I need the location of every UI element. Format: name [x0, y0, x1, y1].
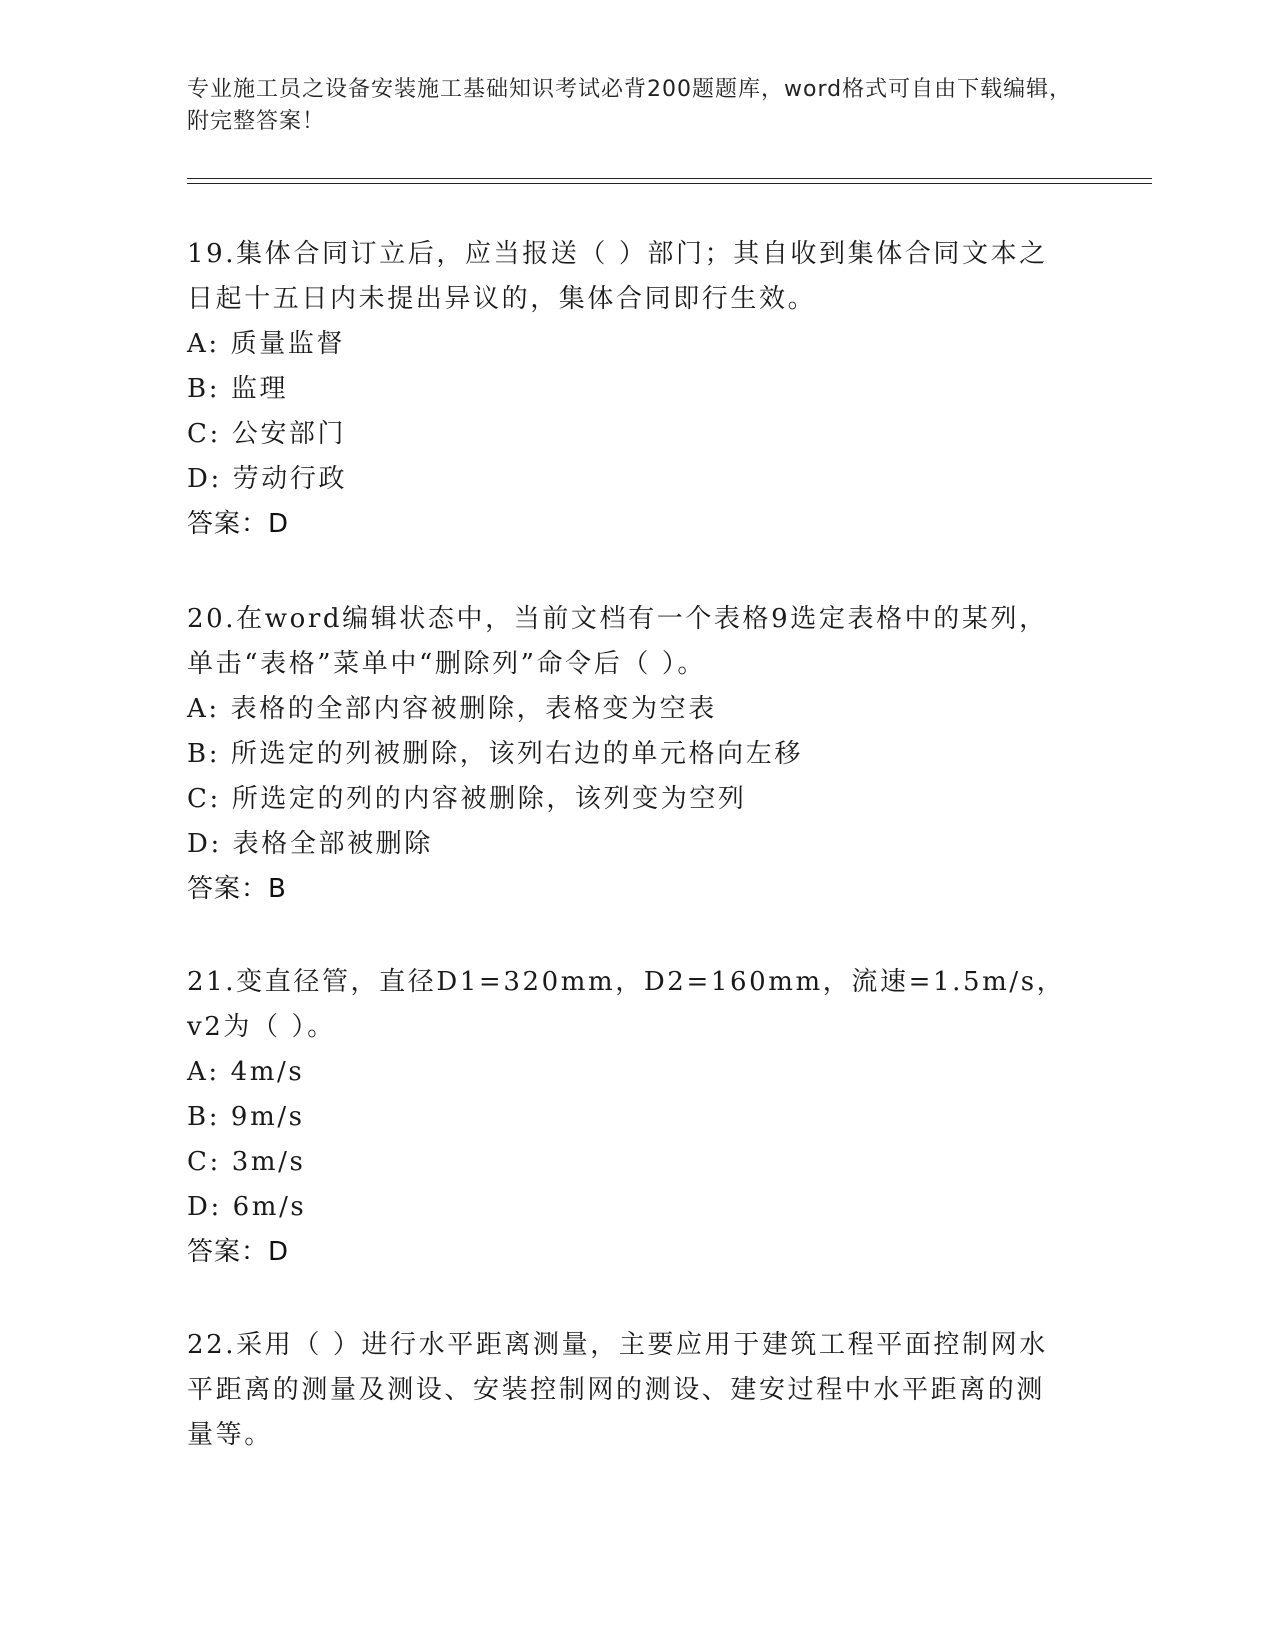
header-rule-top [187, 178, 1152, 179]
question-21 [187, 960, 1067, 1275]
question-stem: 21.变直径管，直径D1=320mm，D2=160mm，流速=1.5m/s，v2为（ ）。 [187, 967, 1066, 1042]
option-a: A: 4m/s [187, 1057, 305, 1087]
option-c: C: 所选定的列的内容被删除，该列变为空列 [187, 784, 747, 814]
option-d: D: 6m/s [187, 1192, 307, 1222]
answer: 答案：D [187, 509, 290, 539]
question-stem: 20.在word编辑状态中，当前文档有一个表格9选定表格中的某列，单击“表格”菜单中“删除列”命令后（ ）。 [187, 604, 1048, 679]
option-a: A: 质量监督 [187, 329, 346, 359]
question-19 [187, 232, 1067, 547]
header-rule-bottom [187, 183, 1152, 184]
question-20 [187, 597, 1067, 912]
question-stem: 22.采用（ ）进行水平距离测量，主要应用于建筑工程平面控制网水平距离的测量及测设、安装控制网的测设、建安过程中水平距离的测量等。 [187, 1330, 1048, 1450]
option-d: D: 表格全部被删除 [187, 829, 433, 859]
answer: 答案：B [187, 874, 287, 904]
document-header: 专业施工员之设备安装施工基础知识考试必背200题题库，word格式可自由下载编辑，附完整答案！ [187, 77, 1073, 134]
question-22 [187, 1323, 1067, 1458]
question-stem: 19.集体合同订立后，应当报送（ ）部门；其自收到集体合同文本之日起十五日内未提出异议的，集体合同即行生效。 [187, 239, 1048, 314]
option-b: B: 监理 [187, 374, 289, 404]
option-b: B: 9m/s [187, 1102, 305, 1132]
option-d: D: 劳动行政 [187, 464, 348, 494]
option-c: C: 3m/s [187, 1147, 306, 1177]
option-c: C: 公安部门 [187, 419, 347, 449]
option-a: A: 表格的全部内容被删除，表格变为空表 [187, 694, 717, 724]
option-b: B: 所选定的列被删除，该列右边的单元格向左移 [187, 739, 803, 769]
answer: 答案：D [187, 1237, 290, 1267]
